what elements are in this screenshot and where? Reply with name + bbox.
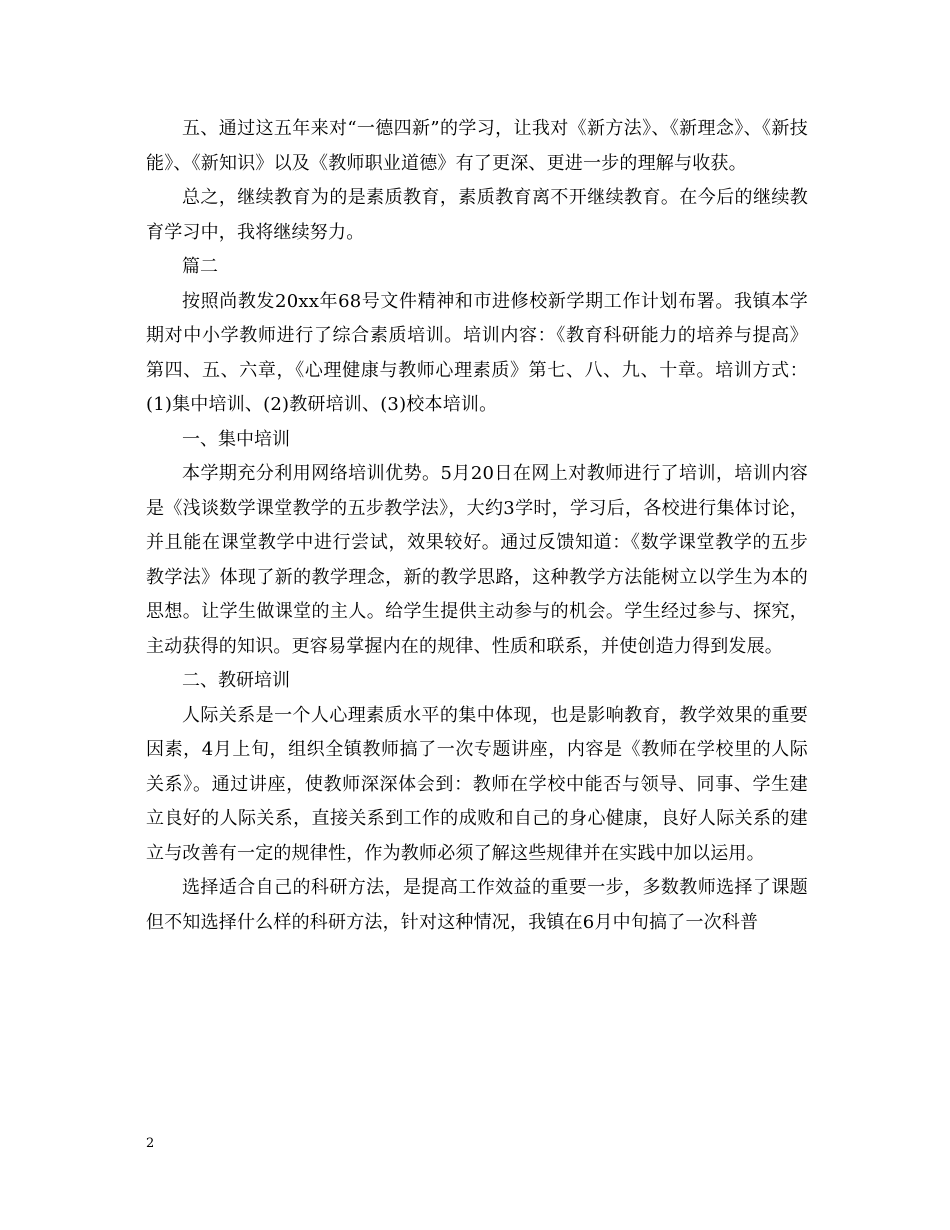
paragraph-conclusion: 总之，继续教育为的是素质教育，素质教育离不开继续教育。在今后的继续教育学习中，我将继续努力。 xyxy=(146,187,808,243)
paragraph-summary-five: 五、通过这五年来对“一德四新”的学习，让我对《新方法》、《新理念》、《新技能》、《新知识》以及《教师职业道德》有了更深、更进一步的理解与收获。 xyxy=(146,118,808,174)
paragraph-training-plan: 按照尚教发20xx年68号文件精神和市进修校新学期工作计划布署。我镇本学期对中小学教师进行了综合素质培训。培训内容：《教育科研能力的培养与提高》第四、五、六章，《心理健康与教师心理素质》第七、八、九、十章。培训方式：(1)集中培训、(2)教研培训、(3)校本培训。 xyxy=(146,290,808,415)
document-body xyxy=(146,112,808,940)
page-number: 2 xyxy=(146,1136,155,1151)
paragraph-online-training: 本学期充分利用网络培训优势。5月20日在网上对教师进行了培训，培训内容是《浅谈数学课堂教学的五步教学法》，大约3学时，学习后，各校进行集体讨论，并且能在课堂教学中进行尝试，效果较好。通过反馈知道：《数学课堂教学的五步教学法》体现了新的教学理念，新的教学思路，这种教学方法能树立以学生为本的思想。让学生做课堂的主人。给学生提供主动参与的机会。学生经过参与、探究，主动获得的知识。更容易掌握内在的规律、性质和联系，并使创造力得到发展。 xyxy=(146,463,808,657)
section-heading-part-two: 篇二 xyxy=(182,256,218,277)
section-heading-centralized-training: 一、集中培训 xyxy=(182,428,290,450)
paragraph-research-methods: 选择适合自己的科研方法，是提高工作效益的重要一步，多数教师选择了课题但不知选择什么样的科研方法，针对这种情况，我镇在6月中旬搞了一次科普 xyxy=(146,877,808,933)
section-heading-teaching-research: 二、教研培训 xyxy=(182,670,290,691)
paragraph-interpersonal-relations: 人际关系是一个人心理素质水平的集中体现，也是影响教育，教学效果的重要因素，4月上旬，组织全镇教师搞了一次专题讲座，内容是《教师在学校里的人际关系》。通过讲座，使教师深深体会到：教师在学校中能否与领导、同事、学生建立良好的人际关系，直接关系到工作的成败和自己的身心健康，良好人际关系的建立与改善有一定的规律性，作为教师必须了解这些规律并在实践中加以运用。 xyxy=(146,704,808,864)
